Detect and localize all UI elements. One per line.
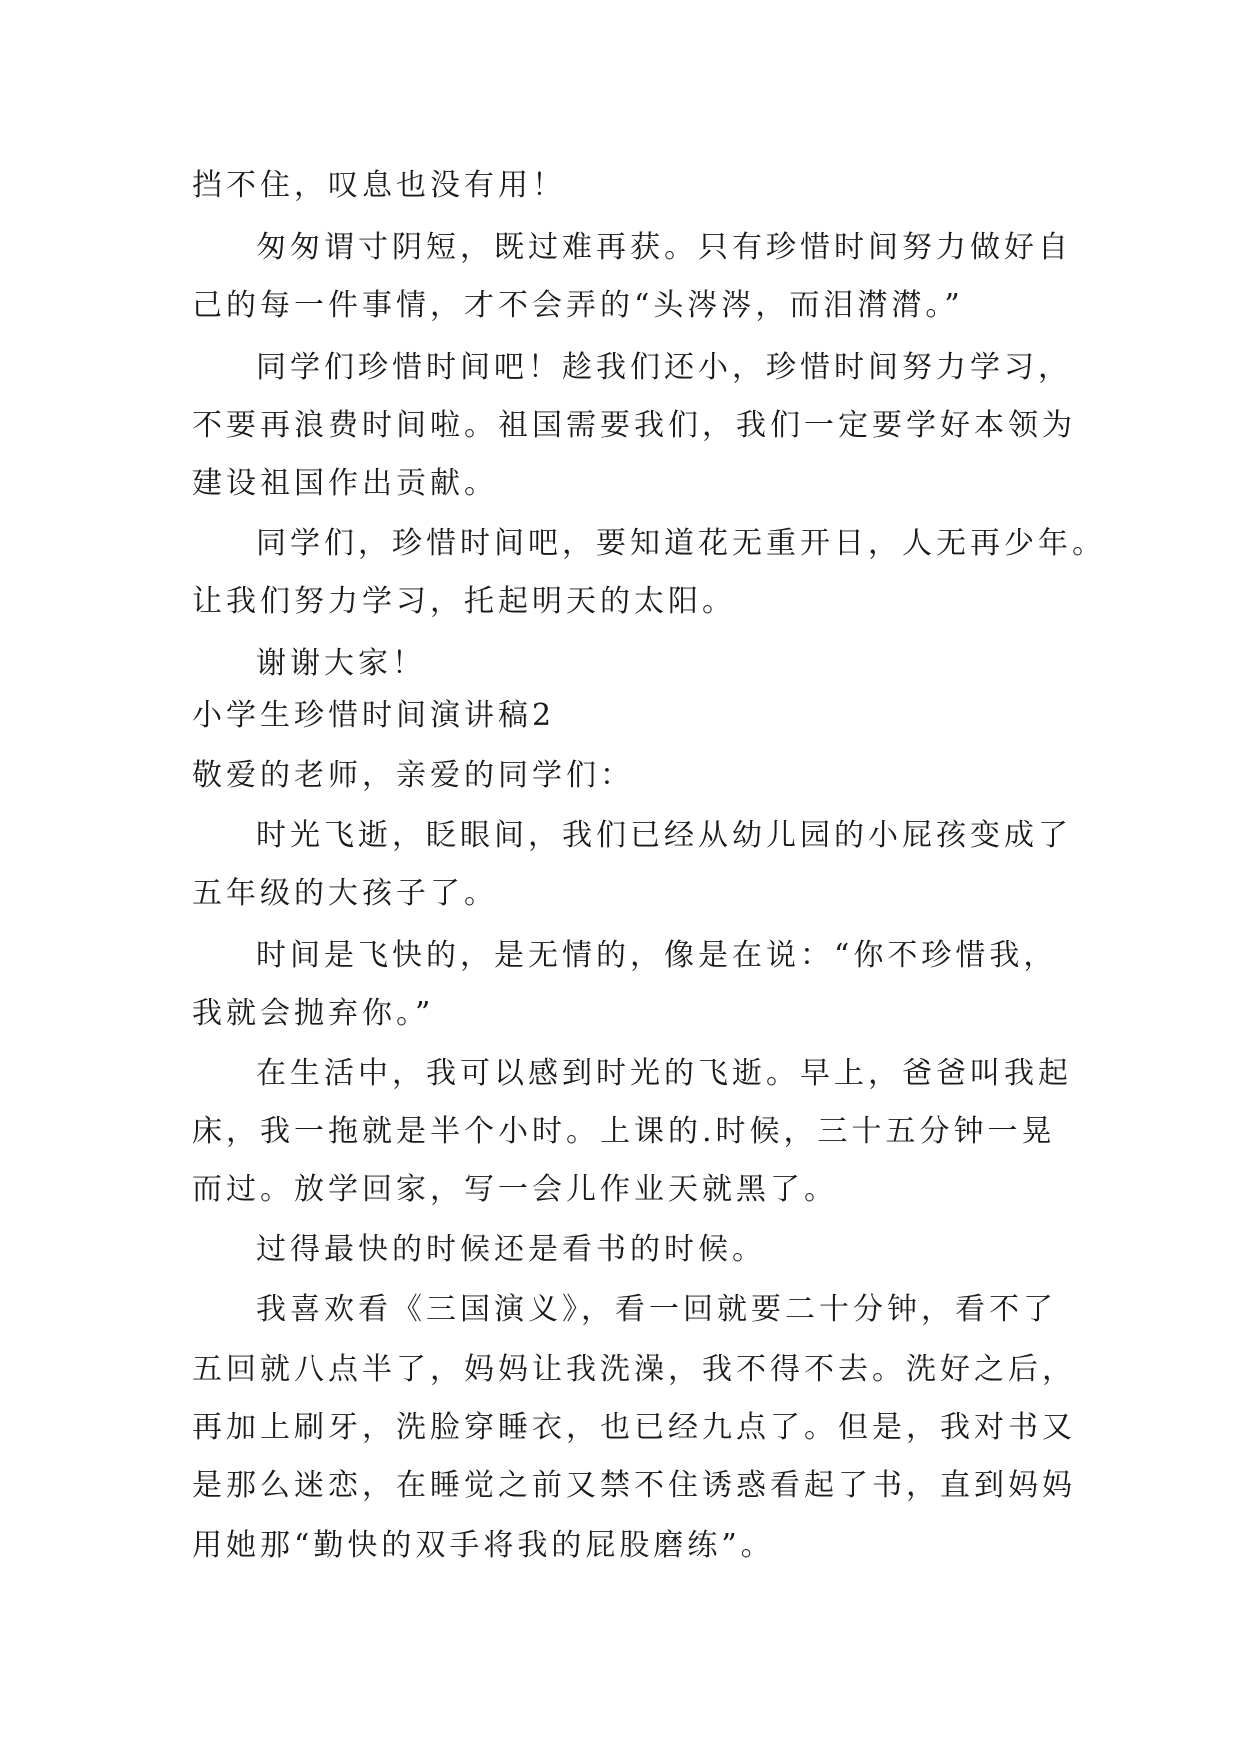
closing-line: 谢谢大家！ bbox=[256, 646, 426, 681]
salutation: 敬爱的老师，亲爱的同学们： bbox=[192, 758, 634, 793]
text-line: 让我们努力学习，托起明天的太阳。 bbox=[192, 584, 736, 619]
text-line: 五回就八点半了，妈妈让我洗澡，我不得不去。洗好之后， bbox=[192, 1352, 1076, 1387]
paragraph-start: 同学们，珍惜时间吧，要知道花无重开日，人无再少年。 bbox=[256, 526, 1106, 561]
paragraph-start: 同学们珍惜时间吧！趁我们还小，珍惜时间努力学习， bbox=[256, 350, 1072, 385]
paragraph-start: 时间是飞快的，是无情的，像是在说：“你不珍惜我， bbox=[256, 938, 1058, 973]
text-line: 我就会抛弃你。” bbox=[192, 996, 435, 1031]
text-line: 挡不住，叹息也没有用！ bbox=[192, 168, 566, 203]
text-line: 而过。放学回家，写一会儿作业天就黑了。 bbox=[192, 1172, 838, 1207]
paragraph-start: 匆匆谓寸阴短，既过难再获。只有珍惜时间努力做好自 bbox=[256, 230, 1072, 265]
text-line: 己的每一件事情，才不会弄的“头涔涔，而泪潸潸。” bbox=[192, 288, 964, 323]
text-line: 是那么迷恋，在睡觉之前又禁不住诱惑看起了书，直到妈妈 bbox=[192, 1468, 1076, 1503]
text-line: 五年级的大孩子了。 bbox=[192, 876, 498, 911]
section-title: 小学生珍惜时间演讲稿2 bbox=[192, 698, 556, 733]
paragraph-start: 过得最快的时候还是看书的时候。 bbox=[256, 1232, 766, 1267]
paragraph-start: 时光飞逝，眨眼间，我们已经从幼儿园的小屁孩变成了 bbox=[256, 818, 1072, 853]
text-line: 床，我一拖就是半个小时。上课的.时候，三十五分钟一晃 bbox=[192, 1114, 1056, 1149]
text-line: 再加上刷牙，洗脸穿睡衣，也已经九点了。但是，我对书又 bbox=[192, 1410, 1076, 1445]
text-line: 用她那“勤快的双手将我的屁股磨练”。 bbox=[192, 1528, 775, 1563]
text-line: 不要再浪费时间啦。祖国需要我们，我们一定要学好本领为 bbox=[192, 408, 1076, 443]
text-line: 建设祖国作出贡献。 bbox=[192, 466, 498, 501]
paragraph-start: 在生活中，我可以感到时光的飞逝。早上，爸爸叫我起 bbox=[256, 1056, 1072, 1091]
paragraph-start: 我喜欢看《三国演义》，看一回就要二十分钟，看不了 bbox=[256, 1292, 1057, 1327]
